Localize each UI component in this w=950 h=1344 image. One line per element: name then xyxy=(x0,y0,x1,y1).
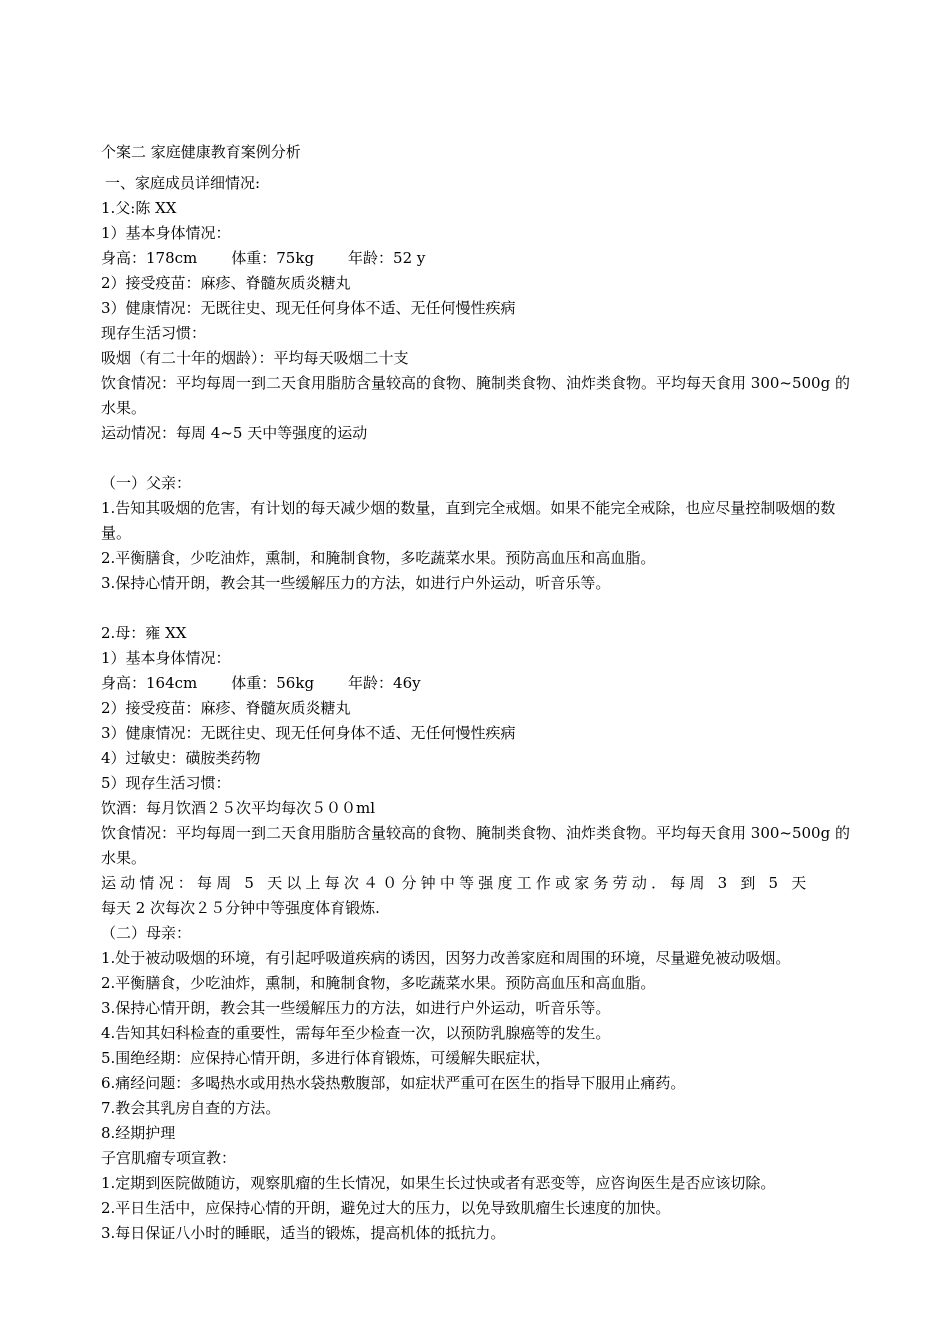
mother-vaccine: 2）接受疫苗：麻疹、脊髓灰质炎糖丸 xyxy=(101,699,351,717)
fibroid-item: 2.平日生活中，应保持心情的开朗，避免过大的压力，以免导致肌瘤生长速度的加快。 xyxy=(101,1199,671,1217)
mother-name: 2.母：雍 XX xyxy=(101,624,187,642)
mother-height: 身高：164cm xyxy=(101,674,198,692)
father-age: 年龄：52 y xyxy=(348,249,426,267)
spacer xyxy=(101,596,861,621)
mother-advice-item: 7.教会其乳房自查的方法。 xyxy=(101,1099,281,1117)
document-body xyxy=(101,140,861,1246)
fibroid-heading: 子宫肌瘤专项宣教： xyxy=(101,1149,237,1167)
section-heading-family-members: 一、家庭成员详细情况: xyxy=(105,174,261,192)
father-habits-label: 现存生活习惯： xyxy=(101,324,207,342)
mother-advice-item: 8.经期护理 xyxy=(101,1124,176,1142)
father-advice-item: 3.保持心情开朗，教会其一些缓解压力的方法，如进行户外运动，听音乐等。 xyxy=(101,574,611,592)
mother-advice-item: 3.保持心情开朗，教会其一些缓解压力的方法，如进行户外运动，听音乐等。 xyxy=(101,999,611,1017)
mother-habits-label: 5）现存生活习惯： xyxy=(101,774,231,792)
father-smoking: 吸烟（有二十年的烟龄）：平均每天吸烟二十支 xyxy=(101,349,409,367)
spacer xyxy=(101,446,861,471)
father-advice-item: 2.平衡膳食，少吃油炸，熏制，和腌制食物，多吃蔬菜水果。预防高血压和高血脂。 xyxy=(101,549,656,567)
mother-exercise-line1: 运动情况：每周 5 天以上每次４０分钟中等强度工作或家务劳动．每周 3 到 5 天 xyxy=(101,874,811,892)
fibroid-item: 3.每日保证八小时的睡眠，适当的锻炼，提高机体的抵抗力。 xyxy=(101,1224,506,1242)
father-vaccine: 2）接受疫苗：麻疹、脊髓灰质炎糖丸 xyxy=(101,274,351,292)
father-height: 身高：178cm xyxy=(101,249,198,267)
mother-basic-label: 1）基本身体情况： xyxy=(101,649,231,667)
father-diet: 饮食情况：平均每周一到二天食用脂肪含量较高的食物、腌制类食物、油炸类食物。平均每天食用 300~500g 的水果。 xyxy=(101,374,850,417)
mother-advice-heading: （二）母亲： xyxy=(101,924,192,942)
document-title: 个案二 家庭健康教育案例分析 xyxy=(101,143,301,161)
mother-diet: 饮食情况：平均每周一到二天食用脂肪含量较高的食物、腌制类食物、油炸类食物。平均每天食用 300~500g 的水果。 xyxy=(101,824,850,867)
mother-body-stats xyxy=(101,671,861,696)
mother-advice-item: 2.平衡膳食，少吃油炸，熏制，和腌制食物，多吃蔬菜水果。预防高血压和高血脂。 xyxy=(101,974,656,992)
father-advice-item: 1.告知其吸烟的危害，有计划的每天减少烟的数量，直到完全戒烟。如果不能完全戒除，也应尽量控制吸烟的数量。 xyxy=(101,499,836,542)
fibroid-item: 1.定期到医院做随访，观察肌瘤的生长情况，如果生长过快或者有恶变等，应咨询医生是否应该切除。 xyxy=(101,1174,776,1192)
mother-advice-item: 6.痛经问题：多喝热水或用热水袋热敷腹部，如症状严重可在医生的指导下服用止痛药。 xyxy=(101,1074,686,1092)
mother-exercise-line2: 每天 2 次每次２５分钟中等强度体育锻炼. xyxy=(101,899,380,917)
father-weight: 体重：75kg xyxy=(231,249,315,267)
mother-advice-item: 5.围绝经期：应保持心情开朗，多进行体育锻炼，可缓解失眠症状， xyxy=(101,1049,551,1067)
father-exercise: 运动情况：每周 4~5 天中等强度的运动 xyxy=(101,424,368,442)
mother-health: 3）健康情况：无既往史、现无任何身体不适、无任何慢性疾病 xyxy=(101,724,516,742)
father-name: 1.父:陈 XX xyxy=(101,199,177,217)
mother-drinking: 饮酒：每月饮酒２５次平均每次５００ml xyxy=(101,799,376,817)
father-basic-label: 1）基本身体情况： xyxy=(101,224,231,242)
mother-weight: 体重：56kg xyxy=(231,674,315,692)
father-advice-heading: （一）父亲： xyxy=(101,474,192,492)
mother-advice-item: 1.处于被动吸烟的环境，有引起呼吸道疾病的诱因，因努力改善家庭和周围的环境，尽量避免被动吸烟。 xyxy=(101,949,791,967)
mother-advice-item: 4.告知其妇科检查的重要性，需每年至少检查一次，以预防乳腺癌等的发生。 xyxy=(101,1024,611,1042)
father-body-stats xyxy=(101,246,861,271)
mother-allergy: 4）过敏史：磺胺类药物 xyxy=(101,749,261,767)
father-health: 3）健康情况：无既往史、现无任何身体不适、无任何慢性疾病 xyxy=(101,299,516,317)
mother-age: 年龄：46y xyxy=(348,674,421,692)
